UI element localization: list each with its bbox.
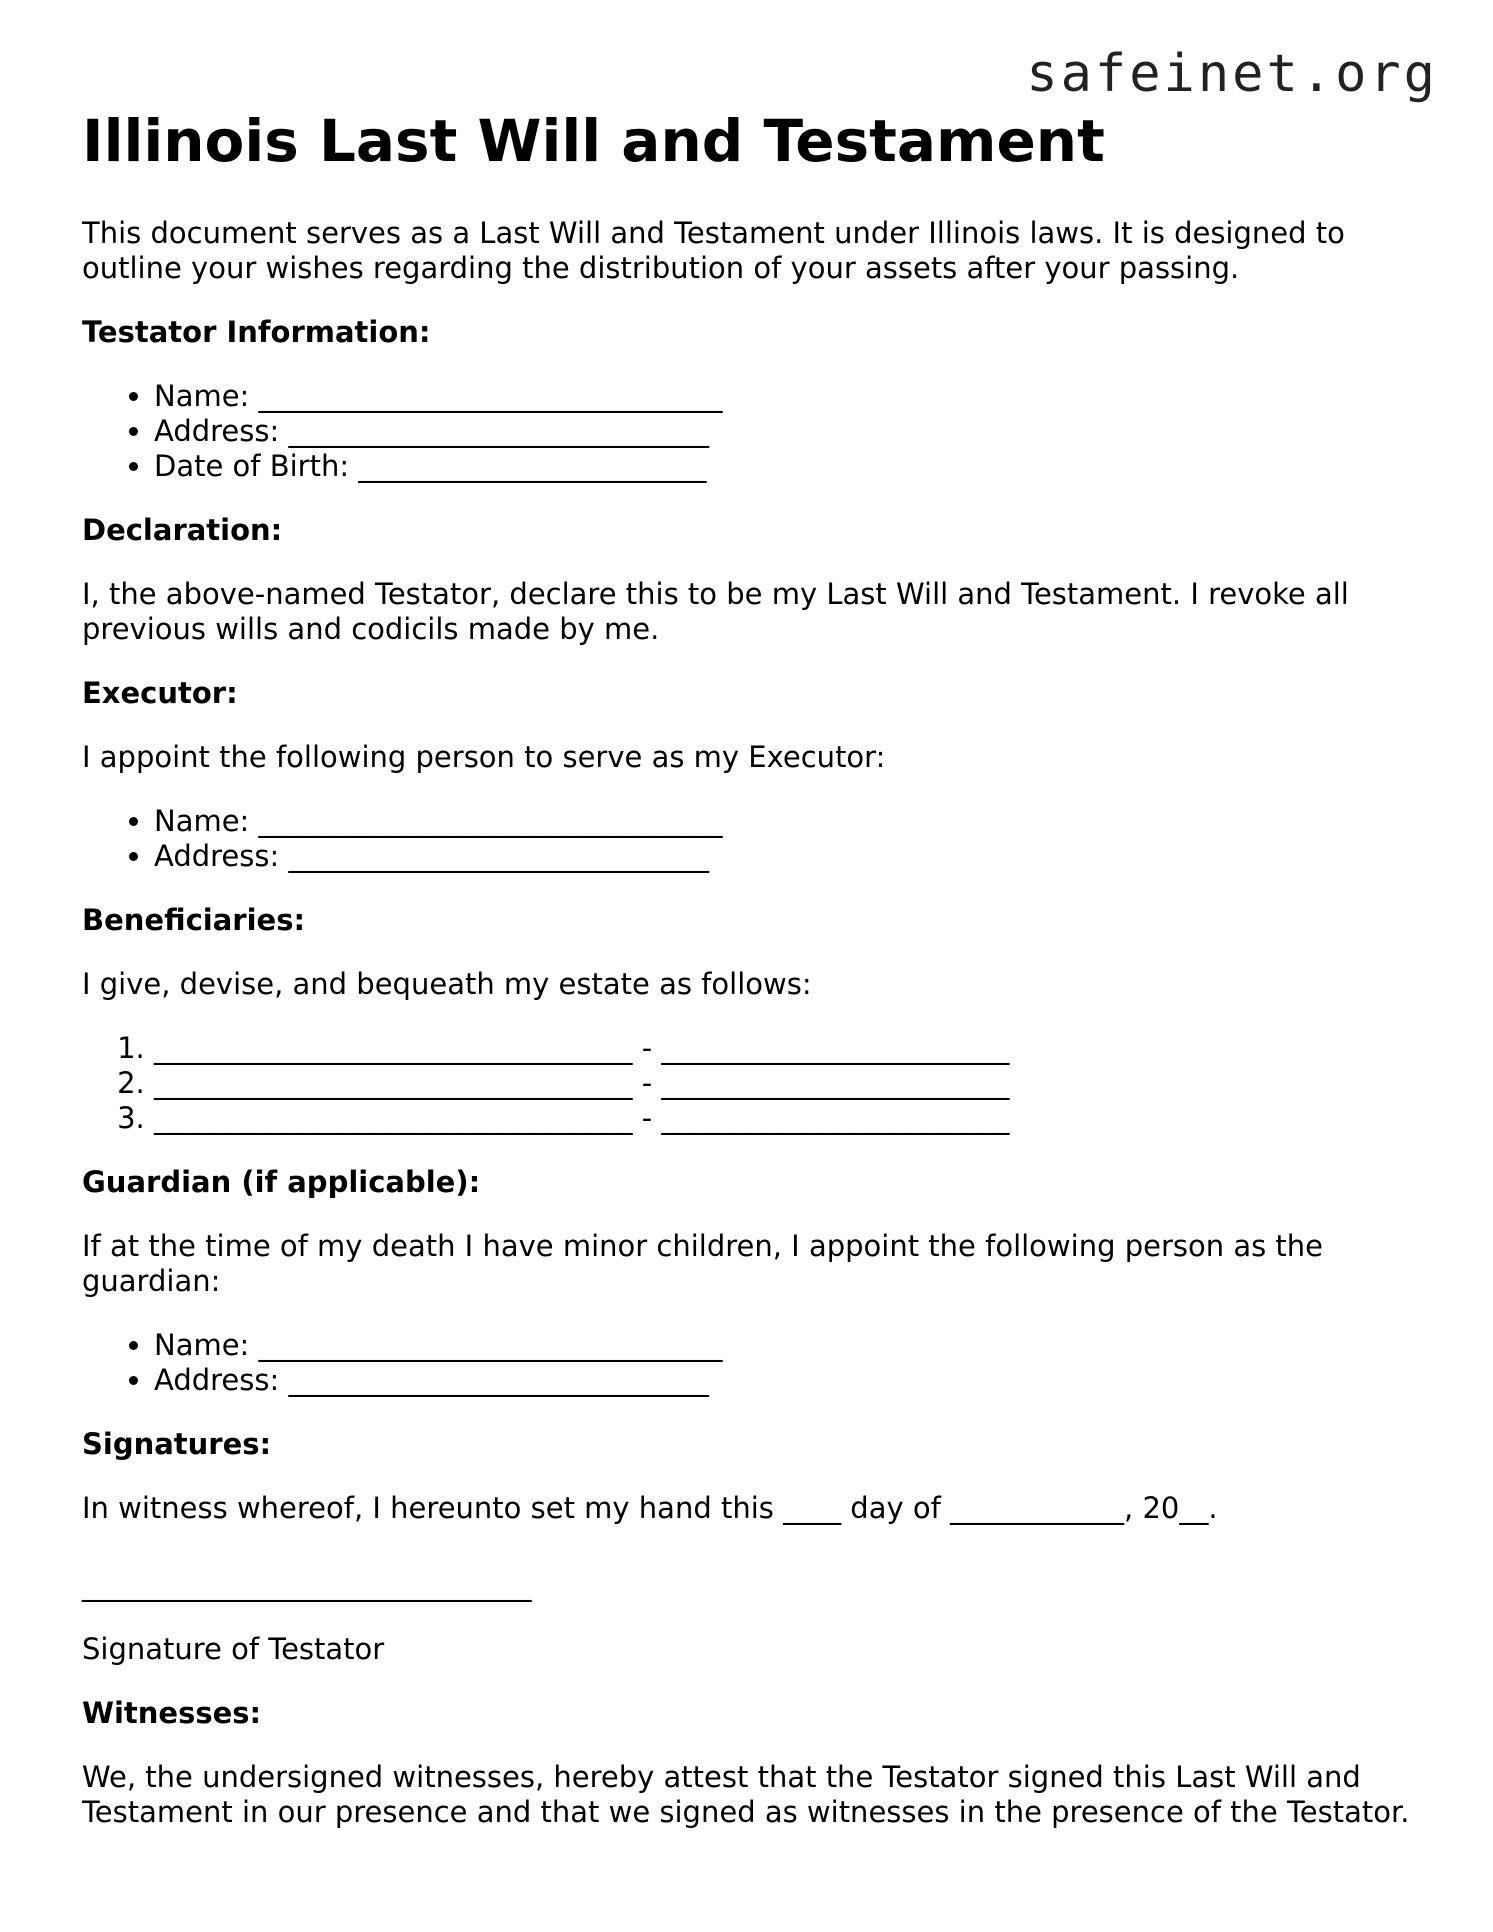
watermark: safeinet.org <box>1026 44 1438 104</box>
executor-text: I appoint the following person to serve as my Executor: <box>82 740 886 774</box>
signatures-heading: Signatures: <box>82 1427 272 1461</box>
guardian-heading: Guardian (if applicable): <box>82 1165 481 1199</box>
guardian-address-field[interactable]: • Address: _____________________________ <box>154 1363 1412 1398</box>
executor-address-field[interactable]: • Address: _____________________________ <box>154 839 1412 874</box>
guardian-name-field[interactable]: • Name: ________________________________ <box>154 1328 1412 1363</box>
guardian-text: If at the time of my death I have minor children, I appoint the following person as the guardian: <box>82 1229 1324 1298</box>
intro-paragraph: This document serves as a Last Will and Testament under Illinois laws. It is designed to outline your wishes regarding the distribution of your assets after your passing. <box>82 216 1345 285</box>
beneficiaries-text: I give, devise, and bequeath my estate as follows: <box>82 967 812 1001</box>
document-title: Illinois Last Will and Testament <box>82 107 1105 175</box>
beneficiary-field-2[interactable]: 2. _________________________________ - ________________________ <box>154 1066 1412 1101</box>
executor-list <box>82 804 1412 874</box>
beneficiaries-heading: Beneficiaries: <box>82 903 306 937</box>
executor-name-field[interactable]: • Name: ________________________________ <box>154 804 1412 839</box>
testator-list <box>82 379 1412 484</box>
beneficiary-field-3[interactable]: 3. _________________________________ - ________________________ <box>154 1101 1412 1136</box>
testator-dob-field[interactable]: • Date of Birth: ________________________ <box>154 449 1412 484</box>
document-page <box>82 106 1412 1859</box>
testator-address-field[interactable]: • Address: _____________________________ <box>154 414 1412 449</box>
declaration-text: I, the above-named Testator, declare this to be my Last Will and Testament. I revoke all previous wills and codicils made by me. <box>82 577 1349 646</box>
witnesses-text: We, the undersigned witnesses, hereby attest that the Testator signed this Last Will and Testament in our presence and that we signed as witnesses in the presence of the Testator. <box>82 1760 1410 1829</box>
witnesses-heading: Witnesses: <box>82 1696 262 1730</box>
testator-heading: Testator Information: <box>82 315 431 349</box>
guardian-list <box>82 1328 1412 1398</box>
executor-heading: Executor: <box>82 676 238 710</box>
signatures-text[interactable]: In witness whereof, I hereunto set my hand this ____ day of ____________, 20__. <box>82 1491 1218 1525</box>
signature-label: Signature of Testator <box>82 1632 385 1666</box>
beneficiaries-list <box>82 1031 1412 1136</box>
declaration-heading: Declaration: <box>82 513 283 547</box>
beneficiary-field-1[interactable]: 1. _________________________________ - ________________________ <box>154 1031 1412 1066</box>
signature-line[interactable]: _______________________________ <box>82 1568 532 1602</box>
testator-name-field[interactable]: • Name: ________________________________ <box>154 379 1412 414</box>
